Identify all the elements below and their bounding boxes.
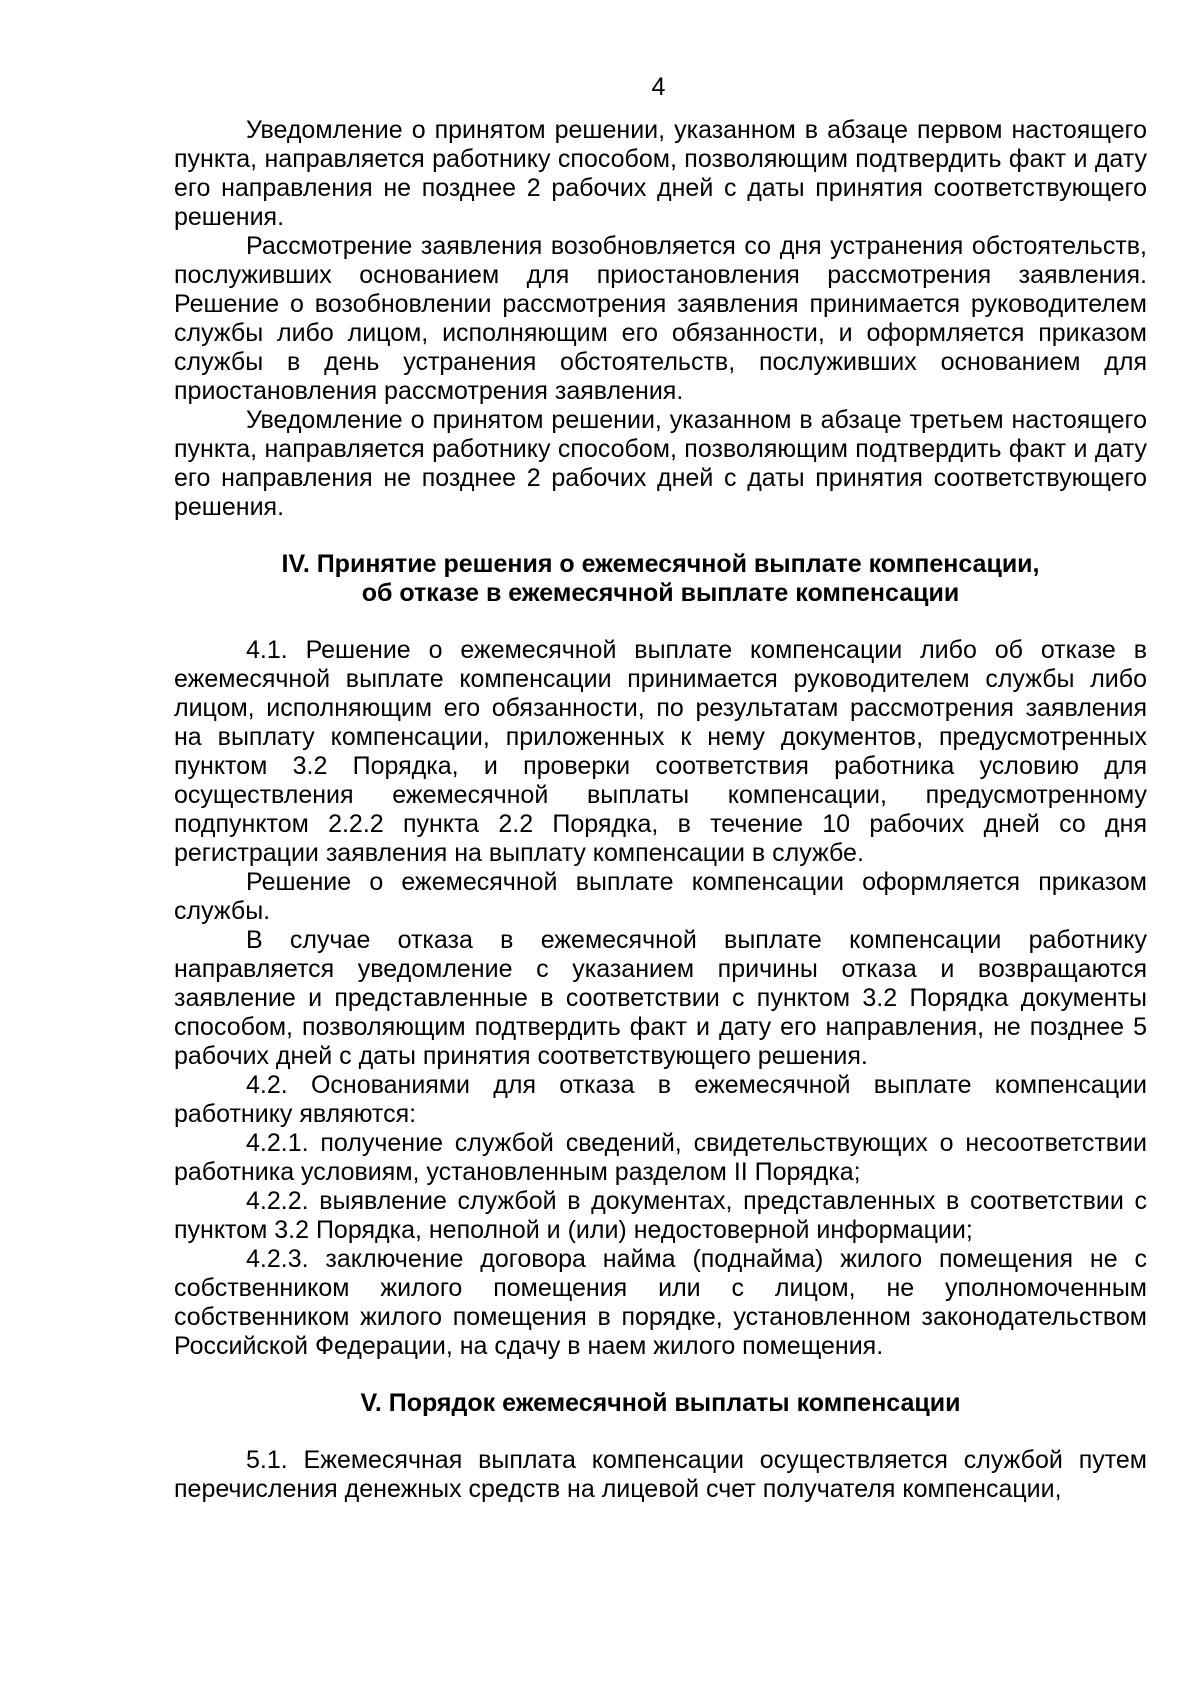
paragraph-4-2: 4.2. Основаниями для отказа в ежемесячной выплате компенсации работнику являются: bbox=[174, 1071, 1147, 1128]
paragraph-notice-first: Уведомление о принятом решении, указанном в абзаце первом настоящего пункта, направляется работнику способом, позволяющим подтвердить факт и дату его направления не позднее 2 рабочих дней с даты принятия соответствующего решения. bbox=[174, 116, 1147, 231]
paragraph-5-1: 5.1. Ежемесячная выплата компенсации осуществляется службой путем перечисления денежных средств на лицевой счет получателя компенсации, bbox=[174, 1446, 1147, 1503]
section-v-heading: V. Порядок ежемесячной выплаты компенсации bbox=[360, 1389, 961, 1417]
paragraph-4-2-2: 4.2.2. выявление службой в документах, представленных в соответствии с пунктом 3.2 Порядка, неполной и (или) недостоверной информации; bbox=[174, 1187, 1147, 1244]
paragraph-4-2-3: 4.2.3. заключение договора найма (поднайма) жилого помещения не с собственником жилого помещения или с лицом, не уполномоченным собственником жилого помещения в порядке, установленном законодательством Российской Федерации, на сдачу в наем жилого помещения. bbox=[174, 1245, 1147, 1360]
paragraph-4-2-1: 4.2.1. получение службой сведений, свидетельствующих о несоответствии работника условиям, установленным разделом II Порядка; bbox=[174, 1129, 1147, 1186]
section-iv-heading-line-1: IV. Принятие решения о ежемесячной выплате компенсации, bbox=[281, 550, 1040, 578]
section-iv-heading bbox=[174, 550, 1147, 608]
paragraph-refusal-notice: В случае отказа в ежемесячной выплате компенсации работнику направляется уведомление с указанием причины отказа и возвращаются заявление и представленные в соответствии с пунктом 3.2 Порядка документы способом, позволяющим подтвердить факт и дату его направления, не позднее 5 рабочих дней с даты принятия соответствующего решения. bbox=[174, 926, 1147, 1070]
document-body bbox=[174, 116, 1147, 1504]
paragraph-decision-order: Решение о ежемесячной выплате компенсации оформляется приказом службы. bbox=[174, 868, 1147, 925]
paragraph-notice-third: Уведомление о принятом решении, указанном в абзаце третьем настоящего пункта, направляется работнику способом, позволяющим подтвердить факт и дату его направления не позднее 2 рабочих дней с даты принятия соответствующего решения. bbox=[174, 406, 1147, 521]
paragraph-resumption: Рассмотрение заявления возобновляется со дня устранения обстоятельств, послуживших основанием для приостановления рассмотрения заявления. Решение о возобновлении рассмотрения заявления принимается руководителем службы либо лицом, исполняющим его обязанности, и оформляется приказом службы в день устранения обстоятельств, послуживших основанием для приостановления рассмотрения заявления. bbox=[174, 232, 1147, 405]
page-number: 4 bbox=[651, 73, 666, 101]
section-iv-heading-line-2: об отказе в ежемесячной выплате компенсации bbox=[361, 579, 960, 607]
paragraph-4-1: 4.1. Решение о ежемесячной выплате компенсации либо об отказе в ежемесячной выплате компенсации принимается руководителем службы либо лицом, исполняющим его обязанности, по результатам рассмотрения заявления на выплату компенсации, приложенных к нему документов, предусмотренных пунктом 3.2 Порядка, и проверки соответствия работника условию для осуществления ежемесячной выплаты компенсации, предусмотренному подпунктом 2.2.2 пункта 2.2 Порядка, в течение 10 рабочих дней со дня регистрации заявления на выплату компенсации в службе. bbox=[174, 636, 1147, 867]
